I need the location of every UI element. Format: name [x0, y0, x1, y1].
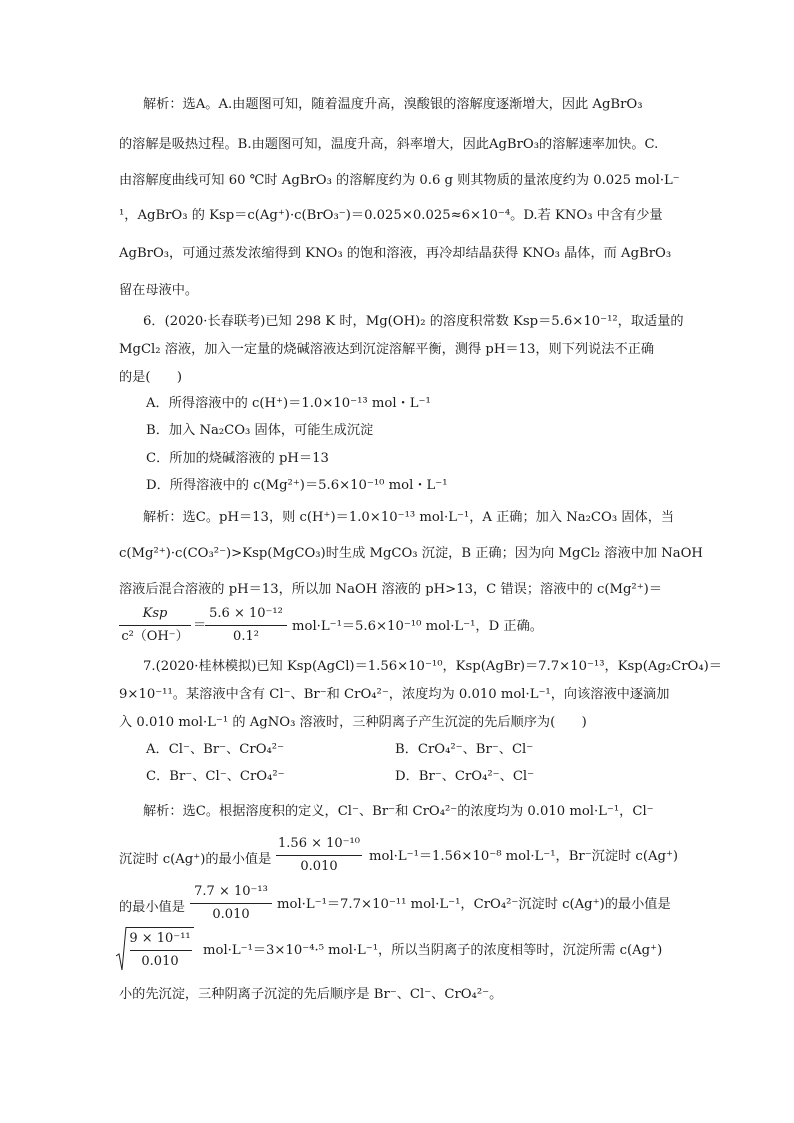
analysis-5-line-3: 由溶解度曲线可知 60 ℃时 AgBrO₃ 的溶解度约为 0.6 g 则其物质的量浓度约为 0.025 mol·L⁻ — [119, 173, 680, 188]
q6-analysis-line-2: c(Mg²⁺)·c(CO₃²⁻)>Ksp(MgCO₃)时生成 MgCO₃ 沉淀，B 正确；因为向 MgCl₂ 溶液中加 NaOH — [119, 546, 703, 561]
q7-line-c-suffix: mol·L⁻¹＝3×10⁻⁴·⁵ mol·L⁻¹，所以当阴离子的浓度相等时，沉淀所需 c(Ag⁺) — [203, 943, 663, 958]
q6-fraction-value-numerator: 5.6 × 10⁻¹² — [209, 606, 283, 621]
q6-equals-sign: ＝ — [193, 618, 207, 633]
q7-stem-line-3: 入 0.010 mol·L⁻¹ 的 AgNO₃ 溶液时，三种阴离子产生沉淀的先后顺序为( ) — [119, 715, 587, 730]
q6-fraction-ksp-denominator: c²（OH⁻） — [121, 629, 189, 644]
q7-line-b-numerator: 7.7 × 10⁻¹³ — [194, 884, 268, 899]
q6-fraction-value-bar — [205, 625, 287, 626]
q6-option-b: B．加入 Na₂CO₃ 固体，可能生成沉淀 — [146, 423, 374, 438]
q6-stem-line-2: MgCl₂ 溶液，加入一定量的烧碱溶液达到沉淀溶解平衡，测得 pH＝13，则下列说法不正确 — [119, 342, 655, 357]
q7-analysis-last-line: 小的先沉淀，三种阴离子沉淀的先后顺序是 Br⁻、Cl⁻、CrO₄²⁻。 — [119, 987, 503, 1002]
analysis-5-line-1: 解析：选A。A.由题图可知，随着温度升高，溴酸银的溶解度逐渐增大，因此 AgBrO₃ — [143, 97, 643, 112]
analysis-5-line-5: AgBrO₃，可通过蒸发浓缩得到 KNO₃ 的饱和溶液，再冷却结晶获得 KNO₃ 晶体，而 AgBrO₃ — [119, 246, 672, 261]
q6-analysis-line-1: 解析：选C。pH＝13，则 c(H⁺)＝1.0×10⁻¹³ mol·L⁻¹，A 正确；加入 Na₂CO₃ 固体，当 — [143, 510, 675, 525]
q6-fraction-ksp-numerator: Ksp — [142, 606, 168, 621]
q7-line-a-bar — [276, 855, 362, 856]
q7-option-a: A．Cl⁻、Br⁻、CrO₄²⁻ — [146, 742, 285, 757]
q7-line-a-numerator: 1.56 × 10⁻¹⁰ — [278, 836, 360, 851]
q7-line-b-denominator: 0.010 — [212, 907, 250, 922]
q7-option-d: D．Br⁻、CrO₄²⁻、Cl⁻ — [395, 769, 535, 784]
q7-line-a-denominator: 0.010 — [300, 859, 338, 874]
q6-fraction-value-denominator: 0.1² — [233, 629, 259, 644]
q6-fraction-tail: mol·L⁻¹＝5.6×10⁻¹⁰ mol·L⁻¹，D 正确。 — [292, 619, 543, 634]
sqrt-icon — [115, 926, 127, 972]
q7-line-c-bar — [130, 950, 192, 951]
q6-stem-line-1: 6．(2020·长春联考)已知 298 K 时，Mg(OH)₂ 的溶度积常数 Ksp＝5.6×10⁻¹²，取适量的 — [143, 314, 684, 329]
q7-line-c-denominator: 0.010 — [141, 954, 179, 969]
q6-option-c: C．所加的烧碱溶液的 pH＝13 — [146, 451, 329, 466]
analysis-5-line-6: 留在母液中。 — [119, 283, 199, 298]
q7-line-a-prefix: 沉淀时 c(Ag⁺)的最小值是 — [119, 852, 272, 867]
q7-line-a-suffix: mol·L⁻¹＝1.56×10⁻⁸ mol·L⁻¹，Br⁻沉淀时 c(Ag⁺) — [369, 849, 679, 864]
q6-fraction-ksp-bar — [119, 625, 191, 626]
q6-stem-line-3: 的是( ) — [119, 370, 183, 385]
q7-line-b-bar — [190, 903, 272, 904]
q6-option-a: A．所得溶液中的 c(H⁺)＝1.0×10⁻¹³ mol・L⁻¹ — [146, 396, 431, 411]
analysis-5-line-4: ¹，AgBrO₃ 的 Ksp＝c(Ag⁺)·c(BrO₃⁻)＝0.025×0.025≈6×10⁻⁴。D.若 KNO₃ 中含有少量 — [119, 208, 663, 223]
q7-stem-line-1: 7.(2020·桂林模拟)已知 Ksp(AgCl)＝1.56×10⁻¹⁰，Ksp(AgBr)＝7.7×10⁻¹³，Ksp(Ag₂CrO₄)＝ — [143, 659, 722, 674]
q7-option-b: B．CrO₄²⁻、Br⁻、Cl⁻ — [395, 742, 534, 757]
q7-line-c-numerator: 9 × 10⁻¹¹ — [129, 931, 191, 946]
q7-line-b-prefix: 的最小值是 — [119, 900, 185, 915]
q7-analysis-line-1: 解析：选C。根据溶度积的定义，Cl⁻、Br⁻和 CrO₄²⁻的浓度均为 0.010 mol·L⁻¹，Cl⁻ — [143, 804, 654, 819]
q7-option-c: C．Br⁻、Cl⁻、CrO₄²⁻ — [146, 769, 285, 784]
q6-analysis-line-3: 溶液后混合溶液的 pH＝13，所以加 NaOH 溶液的 pH>13，C 错误；溶液中的 c(Mg²⁺)＝ — [119, 582, 663, 597]
q7-line-b-suffix: mol·L⁻¹＝7.7×10⁻¹¹ mol·L⁻¹，CrO₄²⁻沉淀时 c(Ag⁺)的最小值是 — [277, 897, 671, 912]
q7-line-c-sqrt-bar — [126, 927, 194, 928]
q7-stem-line-2: 9×10⁻¹¹。某溶液中含有 Cl⁻、Br⁻和 CrO₄²⁻，浓度均为 0.010 mol·L⁻¹，向该溶液中逐滴加 — [119, 687, 670, 702]
q6-option-d: D．所得溶液中的 c(Mg²⁺)＝5.6×10⁻¹⁰ mol・L⁻¹ — [146, 478, 448, 493]
analysis-5-line-2: 的溶解是吸热过程。B.由题图可知，温度升高，斜率增大，因此AgBrO₃的溶解速率加快。C. — [119, 137, 659, 152]
